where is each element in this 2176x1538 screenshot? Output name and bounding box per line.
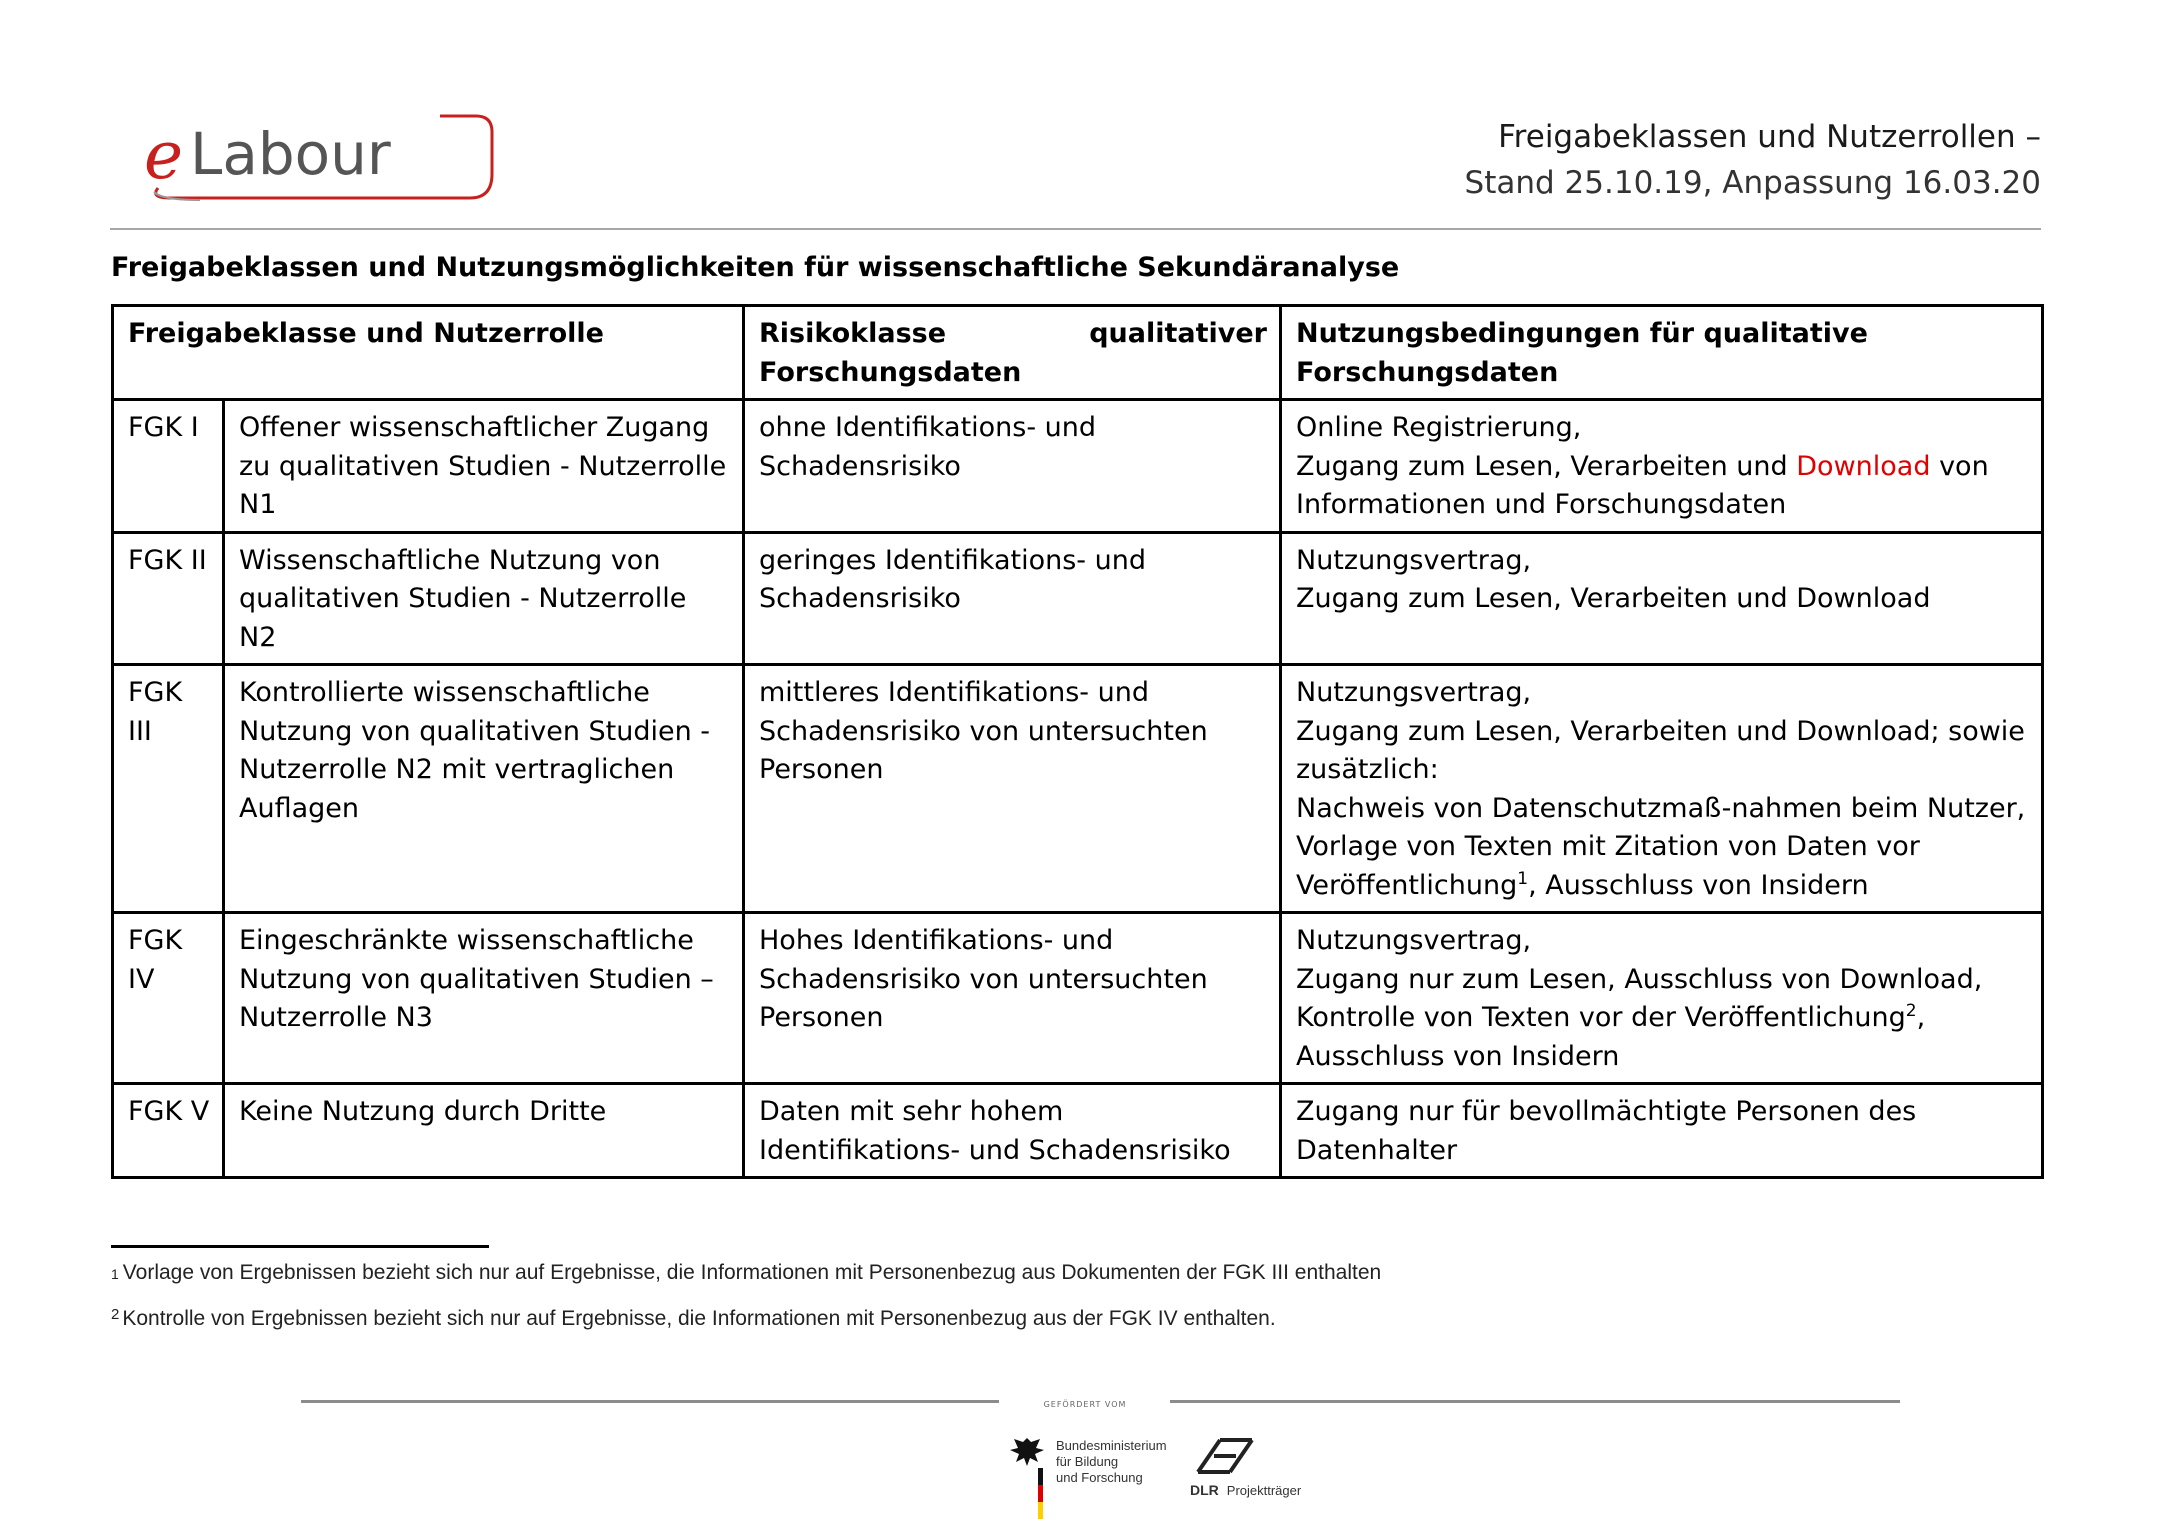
- release-class-table: [111, 304, 2044, 1179]
- row-risk: geringes Identifikations- und Schadensrisiko: [744, 532, 1281, 665]
- row-conditions: Nutzungsvertrag, Zugang zum Lesen, Verarbeiten und Download: [1281, 532, 2043, 665]
- table-header-row: [113, 306, 2043, 400]
- logo-word: Labour: [190, 120, 391, 188]
- elabour-logo: [140, 112, 500, 202]
- row-conditions: Nutzungsvertrag, Zugang nur zum Lesen, Ausschluss von Download, Kontrolle von Texten vor der Veröffentlichung$^2$, Ausschluss von Insidern: [1281, 913, 2043, 1084]
- footnote-2: $^2$ Kontrolle von Ergebnissen bezieht sich nur auf Ergebnisse, die Informationen mit Personenbezug aus der FGK IV enthalten.: [111, 1306, 1276, 1330]
- row-role: Eingeschränkte wissenschaftliche Nutzung von qualitativen Studien – Nutzerrolle N3: [224, 913, 744, 1084]
- eagle-icon: [1002, 1428, 1052, 1520]
- row-conditions: Online Registrierung, Zugang zum Lesen, Verarbeiten und Download von Informationen und Forschungsdaten: [1281, 400, 2043, 533]
- section-title: Freigabeklassen und Nutzungsmöglichkeiten für wissenschaftliche Sekundäranalyse: [111, 252, 1400, 283]
- table-row: [113, 665, 2043, 913]
- header-divider: [110, 228, 2041, 230]
- row-risk: Daten mit sehr hohem Identifikations- und Schadensrisiko: [744, 1084, 1281, 1178]
- row-code: FGK IV: [113, 913, 224, 1084]
- download-highlight: Download: [1796, 450, 1931, 482]
- footnote-1: 1 Vorlage von Ergebnissen bezieht sich nur auf Ergebnisse, die Informationen mit Personenbezug aus Dokumenten der FGK III enthalten: [111, 1261, 1382, 1284]
- row-role: Keine Nutzung durch Dritte: [224, 1084, 744, 1178]
- row-code: FGK V: [113, 1084, 224, 1178]
- footnote-separator: [111, 1245, 489, 1248]
- bmbf-text: Bundesministerium für Bildung und Forschung: [1056, 1438, 1167, 1485]
- title-line-1: Freigabeklassen und Nutzerrollen –: [1498, 119, 2041, 155]
- row-code: FGK II: [113, 532, 224, 665]
- row-role: Wissenschaftliche Nutzung von qualitativen Studien - Nutzerrolle N2: [224, 532, 744, 665]
- dlr-logo: [1190, 1430, 1350, 1500]
- header-conditions: Nutzungsbedingungen für qualitative Forschungsdaten: [1281, 306, 2043, 400]
- row-code: FGK III: [113, 665, 224, 913]
- row-role: Kontrollierte wissenschaftliche Nutzung von qualitativen Studien - Nutzerrolle N2 mit vertraglichen Auflagen: [224, 665, 744, 913]
- table-row: [113, 913, 2043, 1084]
- footer-rule-right: [1170, 1400, 1900, 1403]
- footer-rule-left: [301, 1400, 999, 1403]
- logo-letter: e: [144, 117, 184, 194]
- row-conditions: Nutzungsvertrag, Zugang zum Lesen, Verarbeiten und Download; sowie zusätzlich: Nachweis von Datenschutzmaß-nahmen beim Nutzer, Vorlage von Texten mit Zitation von Daten vor Veröffentlichung$^1$, Ausschluss von Insidern: [1281, 665, 2043, 913]
- row-conditions: Zugang nur für bevollmächtigte Personen des Datenhalter: [1281, 1084, 2043, 1178]
- row-role: Offener wissenschaftlicher Zugang zu qualitativen Studien - Nutzerrolle N1: [224, 400, 744, 533]
- document-title: [1465, 114, 2041, 206]
- table-row: [113, 400, 2043, 533]
- dlr-text: DLR Projektträger: [1190, 1482, 1302, 1498]
- dlr-icon: [1190, 1430, 1260, 1480]
- header-class-role: Freigabeklasse und Nutzerrolle: [113, 306, 744, 400]
- funding-label: GEFÖRDERT VOM: [1043, 1400, 1127, 1409]
- table-row: [113, 1084, 2043, 1178]
- row-risk: mittleres Identifikations- und Schadensrisiko von untersuchten Personen: [744, 665, 1281, 913]
- row-code: FGK I: [113, 400, 224, 533]
- table-row: [113, 532, 2043, 665]
- bmbf-logo: [1002, 1428, 1172, 1520]
- row-risk: Hohes Identifikations- und Schadensrisiko von untersuchten Personen: [744, 913, 1281, 1084]
- header-risk: Risikoklasse qualitativer Forschungsdaten: [744, 306, 1281, 400]
- title-line-2: Stand 25.10.19, Anpassung 16.03.20: [1464, 165, 2041, 201]
- row-risk: ohne Identifikations- und Schadensrisiko: [744, 400, 1281, 533]
